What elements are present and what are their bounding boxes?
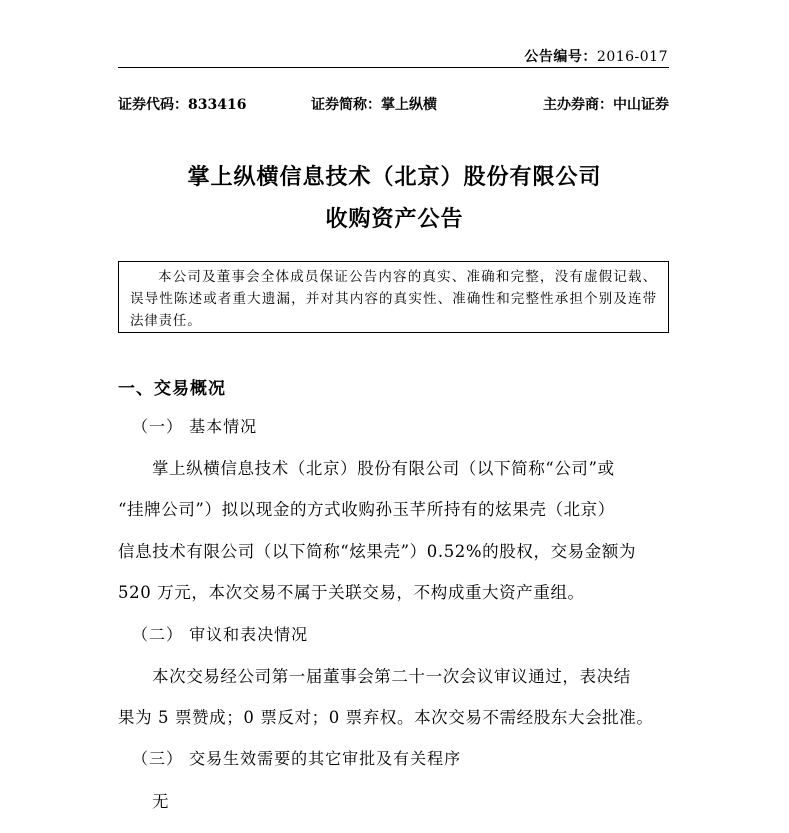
subsection-heading-review-voting: （二） 审议和表决情况	[132, 625, 309, 644]
announcement-number-value: 2016-017	[596, 49, 668, 65]
paragraph-line: 本次交易经公司第一届董事会第二十一次会议审议通过，表决结	[152, 667, 631, 686]
paragraph-line: 掌上纵横信息技术（北京）股份有限公司（以下简称“公司”或	[152, 459, 615, 478]
announcement-label: 公告编号：	[524, 49, 597, 65]
paragraph-line: 520 万元，本次交易不属于关联交易，不构成重大资产重组。	[118, 583, 585, 602]
header-divider	[118, 67, 669, 68]
document-title-subject: 收购资产公告	[325, 206, 464, 232]
paragraph-line: 果为 5 票赞成；0 票反对；0 票弃权。本次交易不需经股东大会批准。	[118, 708, 654, 727]
security-short-name: 证券简称：掌上纵横	[311, 97, 437, 113]
security-code: 证券代码：833416	[118, 97, 247, 113]
lead-broker: 主办券商：中山证券	[543, 97, 669, 113]
section-heading-transaction-overview: 一、交易概况	[118, 379, 226, 399]
announcement-number	[524, 46, 668, 66]
disclaimer-box: 本公司及董事会全体成员保证公告内容的真实、准确和完整，没有虚假记载、误导性陈述或者重大遗漏，并对其内容的真实性、准确性和完整性承担个别及连带法律责任。	[118, 261, 669, 333]
subsection-heading-basic-info: （一） 基本情况	[132, 417, 258, 436]
subsection-heading-other-approvals: （三） 交易生效需要的其它审批及有关程序	[132, 749, 462, 768]
paragraph-other-approvals: 无	[152, 792, 169, 811]
paragraph-line: “挂牌公司”）拟以现金的方式收购孙玉芊所持有的炫果壳（北京）	[118, 500, 615, 519]
paragraph-line: 信息技术有限公司（以下简称“炫果壳”）0.52%的股权，交易金额为	[118, 542, 637, 561]
document-title-company: 掌上纵横信息技术（北京）股份有限公司	[187, 164, 602, 190]
